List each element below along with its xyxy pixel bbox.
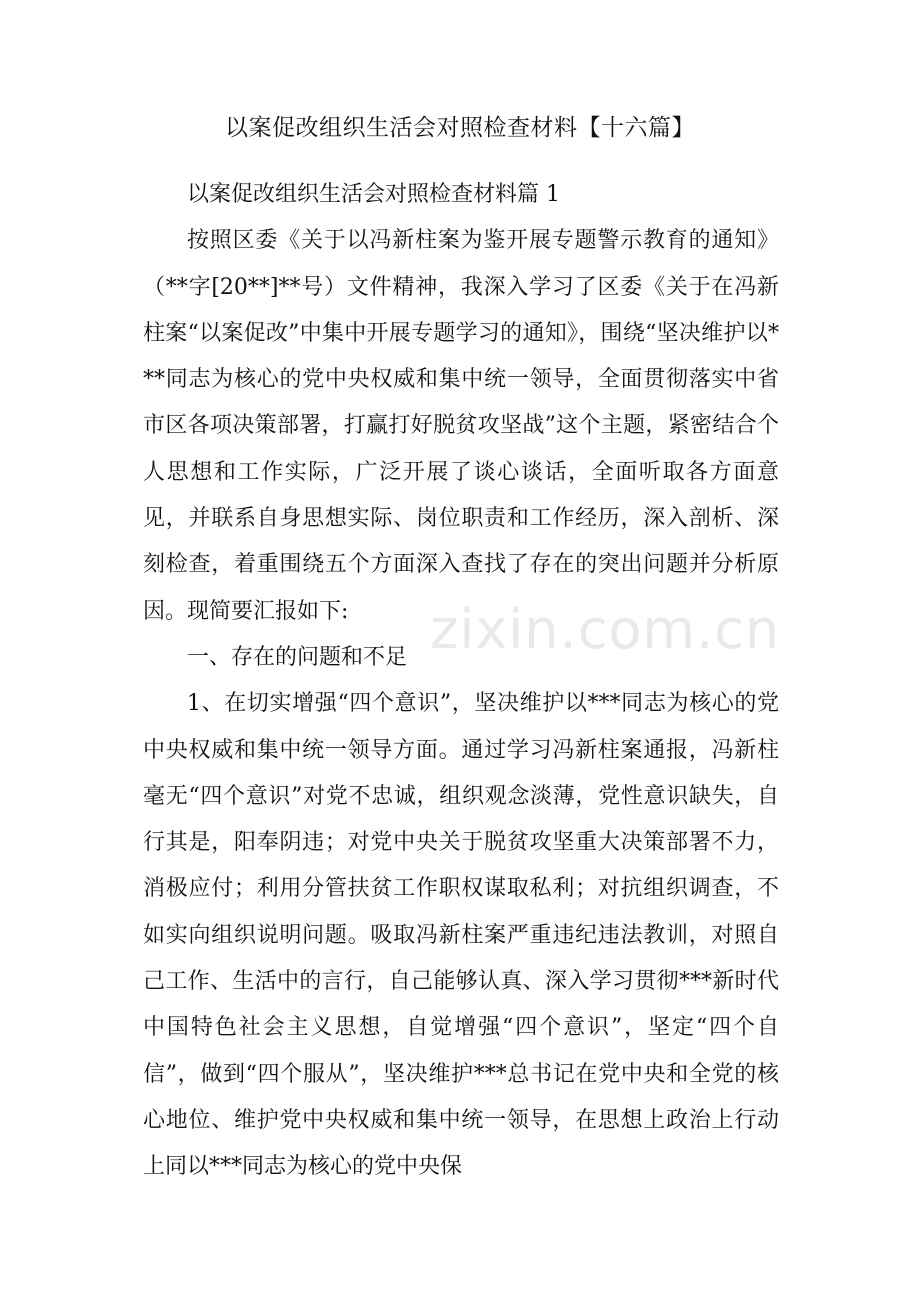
watermark-text: zixin.com.cn (430, 598, 781, 661)
paragraph-intro: 按照区委《关于以冯新柱案为鉴开展专题警示教育的通知》（**字[20**]**号）文件精神，我深入学习了区委《关于在冯新柱案“以案促改”中集中开展专题学习的通知》，围绕“坚决维护以***同志为核心的党中央权威和集中统一领导，全面贯彻落实中省市区各项决策部署，打赢打好脱贫攻坚战”这个主题，紧密结合个人思想和工作实际，广泛开展了谈心谈话，全面听取各方面意见，并联系自身思想实际、岗位职责和工作经历，深入剖析、深刻检查，着重围绕五个方面深入查找了存在的突出问题并分析原因。现简要汇报如下: (143, 228, 779, 624)
document-body (143, 172, 779, 1191)
paragraph-problems-heading: 一、存在的问题和不足 (187, 644, 408, 670)
paragraph-item-1: 1、在切实增强“四个意识”，坚决维护以***同志为核心的党中央权威和集中统一领导方面。通过学习冯新柱案通报，冯新柱毫无“四个意识”对党不忠诚，组织观念淡薄，党性意识缺失，自行其是，阳奉阴违；对党中央关于脱贫攻坚重大决策部署不力，消极应付；利用分管扶贫工作职权谋取私利；对抗组织调查，不如实向组织说明问题。吸取冯新柱案严重违纪违法教训，对照自己工作、生活中的言行，自己能够认真、深入学习贯彻***新时代中国特色社会主义思想，自觉增强“四个意识”，坚定“四个自信”，做到“四个服从”，坚决维护***总书记在党中央和全党的核心地位、维护党中央权威和集中统一领导，在思想上政治上行动上同以***同志为核心的党中央保 (143, 691, 779, 1180)
document-title: 以案促改组织生活会对照检查材料【十六篇】 (225, 115, 695, 141)
section-heading: 以案促改组织生活会对照检查材料篇 1 (187, 182, 560, 207)
